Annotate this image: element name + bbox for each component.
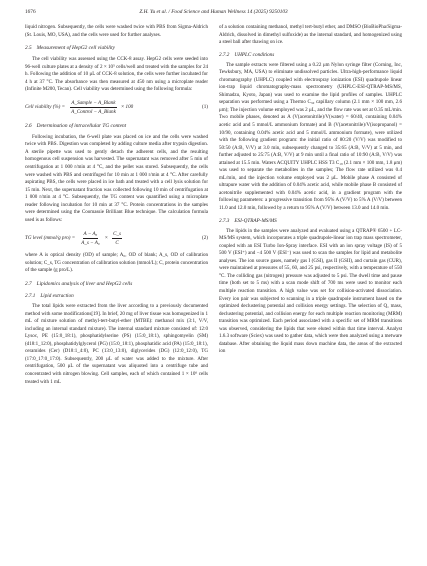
section-title: Measurement of HepG2 cell viability bbox=[36, 45, 115, 52]
equation-denominator: A_s − A₀ bbox=[81, 239, 100, 246]
equation-numerator: A − A₀ bbox=[83, 230, 98, 237]
section-number: 2.6 bbox=[25, 122, 32, 129]
section-number: 2.5 bbox=[25, 45, 32, 52]
equation-lhs: Cell viability (%) = bbox=[25, 104, 66, 111]
subsection-heading bbox=[219, 218, 402, 225]
section-heading bbox=[25, 45, 208, 52]
subsection-heading bbox=[25, 293, 208, 300]
equation-denominator: A_Control − A_Blank bbox=[71, 109, 116, 116]
subsection-number: 2.7.1 bbox=[25, 293, 36, 300]
equation-fraction bbox=[80, 231, 100, 246]
paragraph: Following incubation, the 6-well plate was placed on ice and the cells were washed twice with PBS. Digestion was completed by adding culture media after trypsin digestion. A sterile pipette was used to gently detach the adherent cells, and the resulting homogenous cell suspension was harvested. The supernatant was removed after 5 min of centrifugation at 1 000 r/min at 4 °C, and the pellet was stored. Subsequently, the cells were washed with PBS and centrifuged for 10 min at 1 000 r/min at 4 °C. After carefully aspirating PBS, the cells were placed in ice bath and treated with a cell lysis solution for 15 min. Next, the supernatant fraction was collected following 10 min of centrifugation at 1 000 r/min at 4 °C. Subsequently, the TG content was quantified using a microplate reader following incubation for 10 min at 37 °C. Protein concentrations in the samples were determined using the Coomassie Brilliant Blue technique. The calculation formula used is as follows: bbox=[25, 133, 208, 223]
equation-fraction bbox=[70, 100, 117, 115]
paragraph: where A is optical density (OD) of sample; A₀, OD of blank; A_s, OD of calibration solution; C_s, TG concentration of calibration solution (mmol/L); C, protein concentration of the sample (g pro/L). bbox=[25, 252, 208, 274]
paragraph: The total lipids were extracted from the liver according to a previously documented method with some modifications[19]. In brief, 20 mg of liver tissue was homogenized in 1 mL of mixture solution of methyl-tert-butyl-ether (MTBE): methanol mix (3:1, V/V, including an internal standard mixture). The internal standard mixture consisted of: 12:0 Lysoc, PE (15:0_18:1), phosphatidylserine (PS) (15:0_18:1), sphingomyelin (SM) (d18:1_12:0), phosphatidylglycerol (PG) (15:0_18:1), phosphatidic acid (PA) (15:0_18:1), ceramides (Cer) (D18:1_4:0), PC (13:0_13:0), diglycerides (DG) (12:0_12:0), TG (17:0_17:0_17:0). Subsequently, 200 μL of water was added to the mixture. After centrifugation, 500 μL of the supernatant was aliquoted into a centrifuge tube and concentrated with nitrogen blowing. Cell samples, each of which contained 1 × 10⁶ cells treated with 1 mL bbox=[25, 303, 208, 385]
section-heading bbox=[25, 123, 208, 130]
page-number: 1676 bbox=[25, 9, 36, 15]
section-heading bbox=[25, 281, 208, 288]
subsection-title: UHPLC conditions bbox=[234, 51, 275, 58]
paragraph: The lipids in the samples were analyzed and evaluated using a QTRAP® 6500 + LC-MS/MS system, which incorporates a triple quadrupole-linear ion trap mass spectrometer, coupled with an ESI Turbo Ion-Spray interface. ESI with an ion spray voltage (IS) of 5 500 V (ESI⁺) and −4 500 V (ESI⁻) was used to scan the samples for lipid and metabolite analyses. The ion source gases, namely gas I (GSI), gas II (GSII), and curtain gas (CUR), were maintained at pressures of 55, 60, and 25 psi, respectively, with a temperature of 550 °C. The colliding gas (nitrogen) pressure was adjusted to 5 psi. The dwell time and pause time (both set to 5 ms) with a scan mode shift of 700 ms were used to monitor each multiple reaction transition. A high value was set for collision-activated dissociation. Every ion pair was subjected to scanning in a triple quadrupole instrument based on the optimized declustering potential and collision energy settings. The selection of Q₁ mass, declustering potential, and collision energy for each multiple reaction monitoring (MRM) transition was optimized. Each period associated with a specific set of MRM transitions was observed, considering the lipids that were eluted within that time interval. Analyst 1.6.3 software (Sciex) was used to gather data, which were then analyzed using a metware database. After obtaining the liquid mass down machine data, the areas of the extracted ion bbox=[219, 227, 402, 355]
equation-lhs: TG level (mmol/g pro) = bbox=[25, 234, 76, 241]
section-title: Determination of intracellular TG content bbox=[36, 122, 127, 129]
subsection-title: Lipid extraction bbox=[40, 293, 74, 300]
equation-number: (1) bbox=[202, 104, 208, 111]
subsection-number: 2.7.2 bbox=[219, 51, 230, 58]
equation-multiplier: × bbox=[104, 234, 109, 241]
section-title: Lipidomics analysis of liver and HepG2 cells bbox=[36, 281, 133, 288]
subsection-number: 2.7.3 bbox=[219, 217, 230, 224]
paragraph: liquid nitrogen. Subsequently, the cells were washed twice with PBS from Sigma-Aldrich (St. Louis, MO, USA), and the cells were used for further analyses. bbox=[25, 24, 208, 38]
subsection-title: ESI-QTRAP-MS/MS bbox=[234, 217, 277, 224]
right-column bbox=[219, 24, 402, 356]
equation-numerator: A_Sample − A_Blank bbox=[71, 100, 116, 107]
equation-denominator: C bbox=[115, 239, 119, 246]
paragraph: The sample extracts were filtered using a 0.22 μm Nylon syringe filter (Corning, Inc, Tewksbury, MA, USA) to eliminate undissolved particles. Ultra-high-performance liquid chromatography (UHPLC) coupled with electrospray ionization (ESI) quadrupole linear ion-trap liquid chromatography-mass spectrometry (UHPLC-ESI-QTRAP-MS/MS, Shimadzu, Kyoto, Japan) was used to examine the lipid profiles of samples. UHPLC separation was performed using a Thermo C₃₀ capillary column (2.1 mm × 100 mm, 2.6 μm); The injection volume employed was 2 μL, and the flow rate was set at 0.35 mL/min. Two mobile phases, denoted as A (V(acetonitrile)/V(water) = 60/40, containing 0.04% acetic acid and 5 mmol/L ammonium formate) and B (V(acetonitrile)/V(isopropanol) = 10/90, containing 0.04% acetic acid and 5 mmol/L ammonium formate), were utilized with the following gradient program: the initial ratio of 80:20 (V/V) was modified to 50:50 (A:B, V/V) at 3.0 min, subsequently changed to 35:65 (A:B, V/V) at 5 min, and further adjusted to 25:75 (A:B, V/V) at 9 min until a final ratio of 10:90 (A:B, V/V) was attained at 15.5 min. Waters ACQUITY UHPLC HSS T3 C₁₈ (2.1 mm × 100 mm, 1.8 μm) was used to separate the metabolites in the samples; The flow rate utilized was 0.4 mL/min, and the injection volume employed was 2 μL. Mobile phase A consisted of ultrapure water with the addition of 0.04% acetic acid, while mobile phase B consisted of acetonitrile supplemented with 0.04% acetic acid, in a gradient program with the following parameters: a progressive transition from 95% A (V/V) to 5% A (V/V) between 11.0 and 12.0 min, followed by a return to 95% A (V/V) between 13.0 and 14.0 min. bbox=[219, 61, 402, 212]
journal-citation: Z.H. Yu et al. / Food Science and Human Wellness 14 (2025) 9250103 bbox=[139, 9, 288, 15]
equation-numerator: C_s bbox=[113, 230, 122, 237]
equation-tg-level bbox=[25, 229, 208, 247]
paragraph: The cell viability was assessed using the CCK-8 assay. HepG2 cells were seeded into 96-well culture plates at a density of 2 × 10⁵ cells/well and treated with the samples for 24 h. Following the addition of 10 μL of CCK-8 solution, the cells were further incubated for 4 h at 37 °C. The absorbance was then measured at 450 nm using a microplate reader (Infinite M200, Tecan). Cell viability was determined using the following formula: bbox=[25, 56, 208, 93]
equation-cell-viability bbox=[25, 99, 208, 117]
subsection-heading bbox=[219, 52, 402, 59]
paragraph: of a solution containing methanol, methyl tert-butyl ether, and DMSO (BioBioPha/Sigma-Aldrich, dissolved in dimethyl sulfoxide) as the internal standard, and homogenized using a steel ball after thawing on ice. bbox=[219, 24, 402, 46]
equation-number: (2) bbox=[202, 234, 208, 241]
equation-multiplier: × 100 bbox=[120, 104, 134, 111]
left-column bbox=[25, 24, 208, 386]
section-number: 2.7 bbox=[25, 281, 32, 288]
running-header bbox=[25, 9, 402, 19]
equation-fraction bbox=[112, 231, 122, 246]
